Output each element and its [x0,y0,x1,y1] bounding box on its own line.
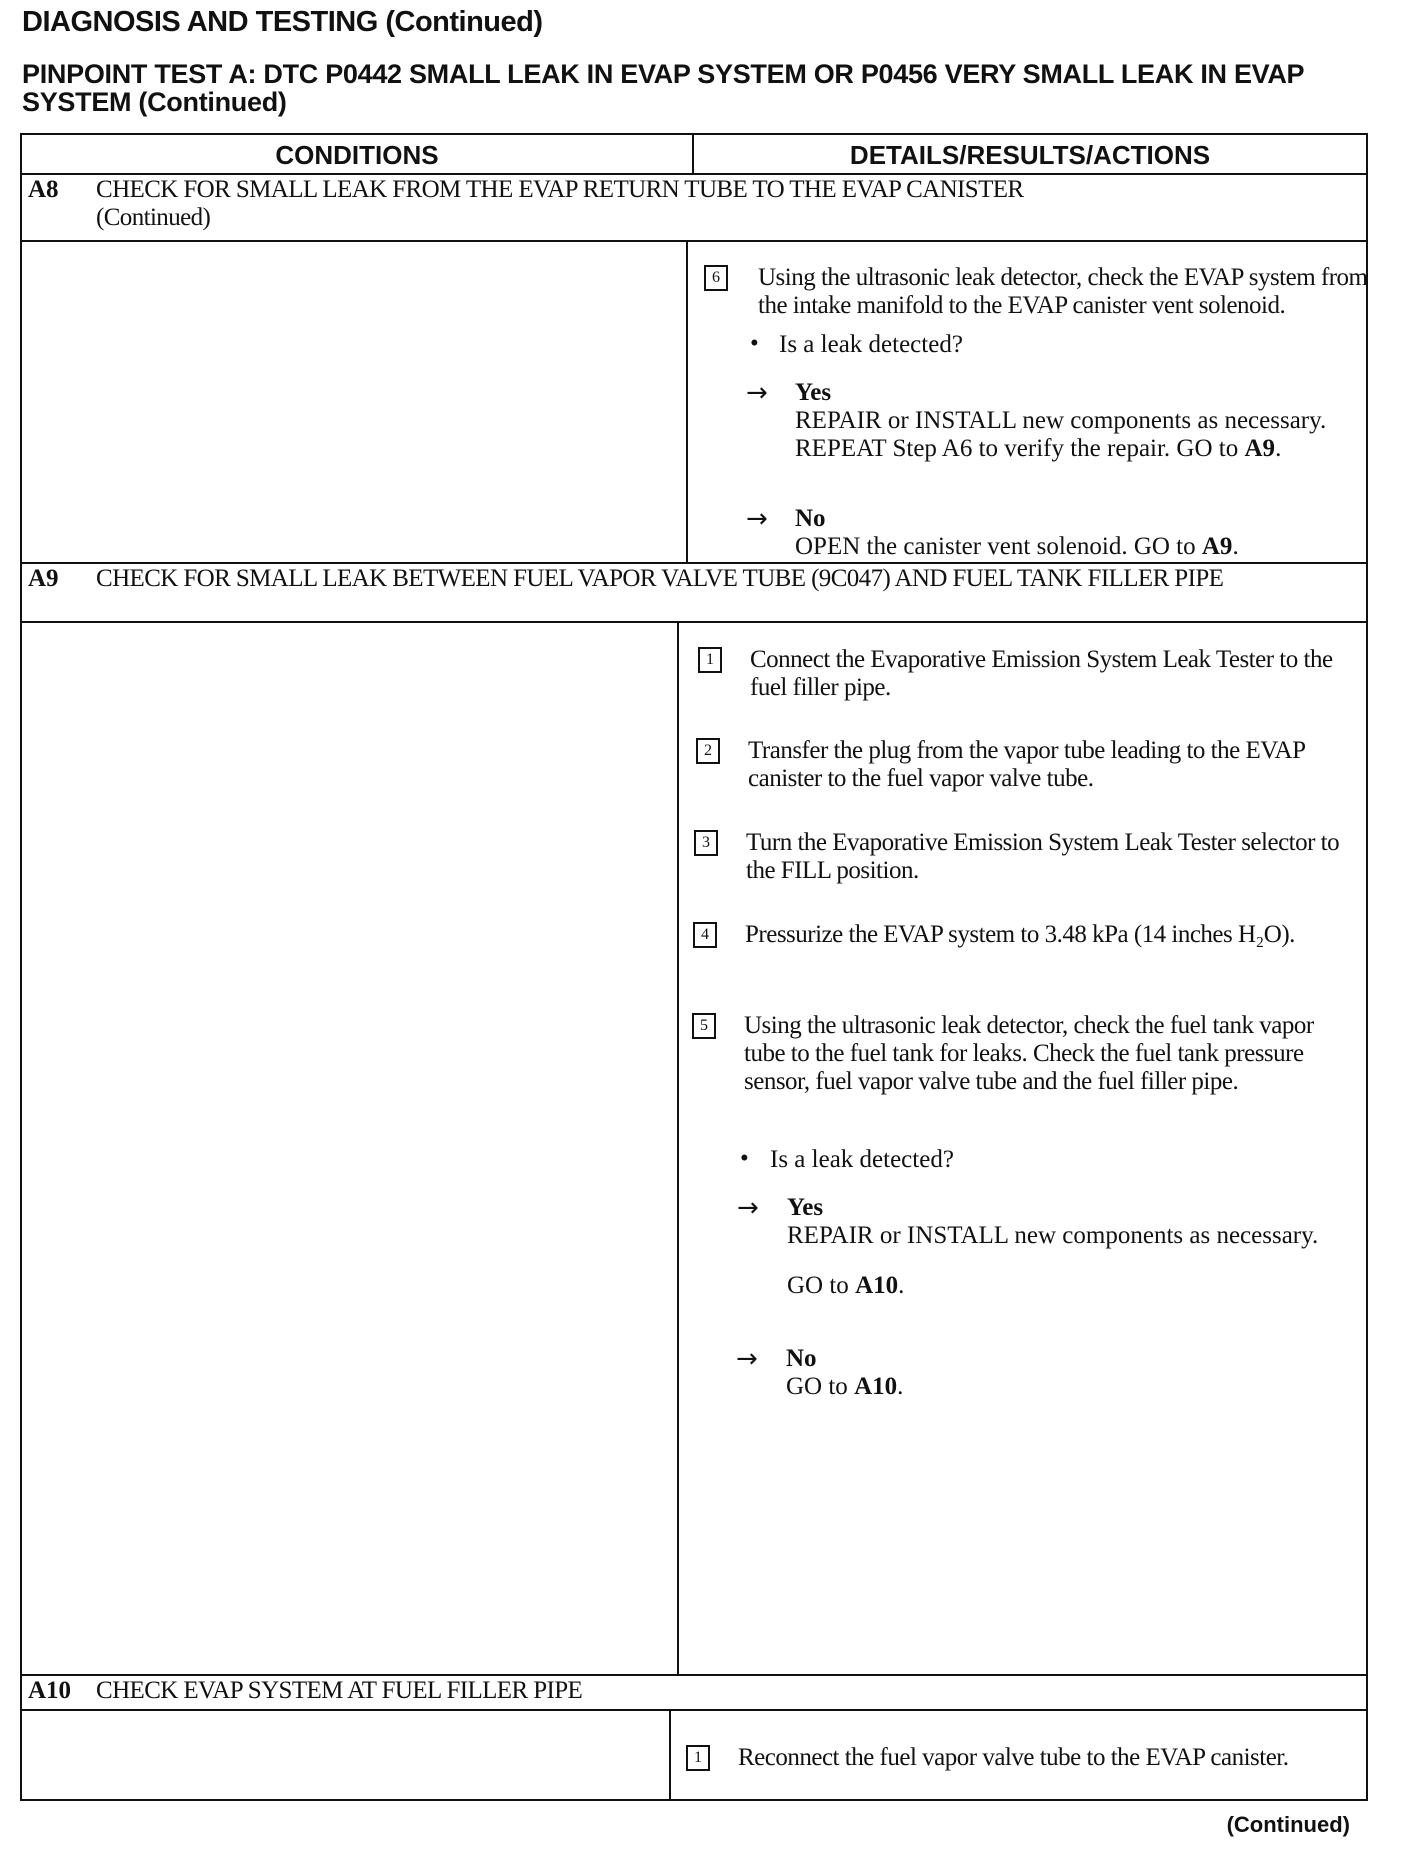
step-a8-heading [28,176,1358,240]
a9-step-5-text: Using the ultrasonic leak detector, check the fuel tank vapor tube to the fuel tank for leaks. Check the fuel tank pressure sensor, fuel vapor valve tube and the fuel filler pipe. [744,1012,1314,1095]
a9-section-rule [22,1674,1366,1676]
arrow-right-icon: → [746,504,768,534]
a9-step-3-text: Turn the Evaporative Emission System Leak Tester selector to the FILL position. [746,829,1340,884]
a10-column-divider [669,1709,671,1801]
step-number-box: 6 [704,265,728,291]
step-number-box: 1 [686,1745,710,1771]
a10-step-1-text: Reconnect the fuel vapor valve tube to the EVAP canister. [738,1744,1289,1771]
no-label: No [795,505,826,532]
bullet-icon: • [750,330,759,357]
a9-question: Is a leak detected? [770,1146,954,1173]
yes-label: Yes [787,1194,824,1221]
step-number-box: 3 [694,830,718,856]
a9-yes-goto-text: GO to [787,1272,856,1299]
arrow-right-icon: → [737,1193,759,1223]
conditions-column-header: CONDITIONS [275,140,439,170]
a8-question: Is a leak detected? [779,331,963,358]
arrow-right-icon: → [746,378,768,408]
step-number-box: 2 [696,738,720,764]
a9-step-4-text: Pressurize the EVAP system to 3.48 kPa (14 inches H₂O). [745,921,1295,948]
step-a10-title: CHECK EVAP SYSTEM AT FUEL FILLER PIPE [96,1677,583,1704]
bullet-icon: • [740,1145,749,1172]
goto-a9-link[interactable]: A9 [1244,435,1276,462]
step-a10-heading [28,1677,1358,1707]
goto-a9-link[interactable]: A9 [1201,533,1233,560]
step-number-box: 4 [693,922,717,948]
header-divider [692,135,694,173]
a9-yes-branch: Yes REPAIR or INSTALL new components as necessary. GO to A10. [787,1194,1347,1300]
a8-yes-text: REPAIR or INSTALL new components as necessary. REPEAT Step A6 to verify the repair. GO to [795,407,1327,462]
yes-label: Yes [795,379,832,406]
a8-column-divider [686,240,688,562]
header-rule [22,173,1366,175]
step-a8-title: CHECK FOR SMALL LEAK FROM THE EVAP RETURN TUBE TO THE EVAP CANISTER [96,176,1024,203]
step-a8-id: A8 [28,176,59,203]
step-number-box: 5 [692,1013,716,1039]
step-a9-id: A9 [28,565,59,592]
a10-heading-rule [22,1709,1366,1711]
step-a10-id: A10 [28,1677,72,1704]
pinpoint-test-table [20,133,1368,1801]
a9-yes-text: REPAIR or INSTALL new components as necessary. [787,1222,1319,1249]
a8-no-branch: No OPEN the canister vent solenoid. GO to A9. [795,505,1365,561]
a9-column-divider [677,621,679,1674]
a9-heading-rule [22,621,1366,623]
page-title: DIAGNOSIS AND TESTING (Continued) [22,6,543,38]
a8-heading-rule [22,240,1366,242]
a8-section-rule [22,562,1366,564]
step-a9-heading [28,565,1358,621]
step-a8-title-continued: (Continued) [96,204,211,231]
details-column-header: DETAILS/RESULTS/ACTIONS [849,140,1211,170]
pinpoint-test-title: PINPOINT TEST A: DTC P0442 SMALL LEAK IN EVAP SYSTEM OR P0456 VERY SMALL LEAK IN EVAP SYSTEM (Continued) [22,59,1304,117]
a8-yes-branch: Yes REPAIR or INSTALL new components as necessary. REPEAT Step A6 to verify the repair. GO to A9. [795,379,1355,463]
a9-step-2-text: Transfer the plug from the vapor tube leading to the EVAP canister to the fuel vapor valve tube. [748,737,1305,792]
no-label: No [786,1345,817,1372]
a8-step-6-text: Using the ultrasonic leak detector, check the EVAP system from the intake manifold to the EVAP canister vent solenoid. [758,264,1368,319]
step-a9-title: CHECK FOR SMALL LEAK BETWEEN FUEL VAPOR VALVE TUBE (9C047) AND FUEL TANK FILLER PIPE [96,565,1224,592]
step-number-box: 1 [698,647,722,673]
a9-step-1-text: Connect the Evaporative Emission System Leak Tester to the fuel filler pipe. [750,646,1333,701]
goto-a10-link[interactable]: A10 [854,1373,898,1400]
a8-no-text: OPEN the canister vent solenoid. GO to [795,533,1202,560]
a9-no-branch: No GO to A10. [786,1345,1346,1401]
a9-no-goto-text: GO to [786,1373,855,1400]
continued-footer: (Continued) [1226,1812,1350,1837]
arrow-right-icon: → [736,1344,758,1374]
goto-a10-link[interactable]: A10 [855,1272,899,1299]
